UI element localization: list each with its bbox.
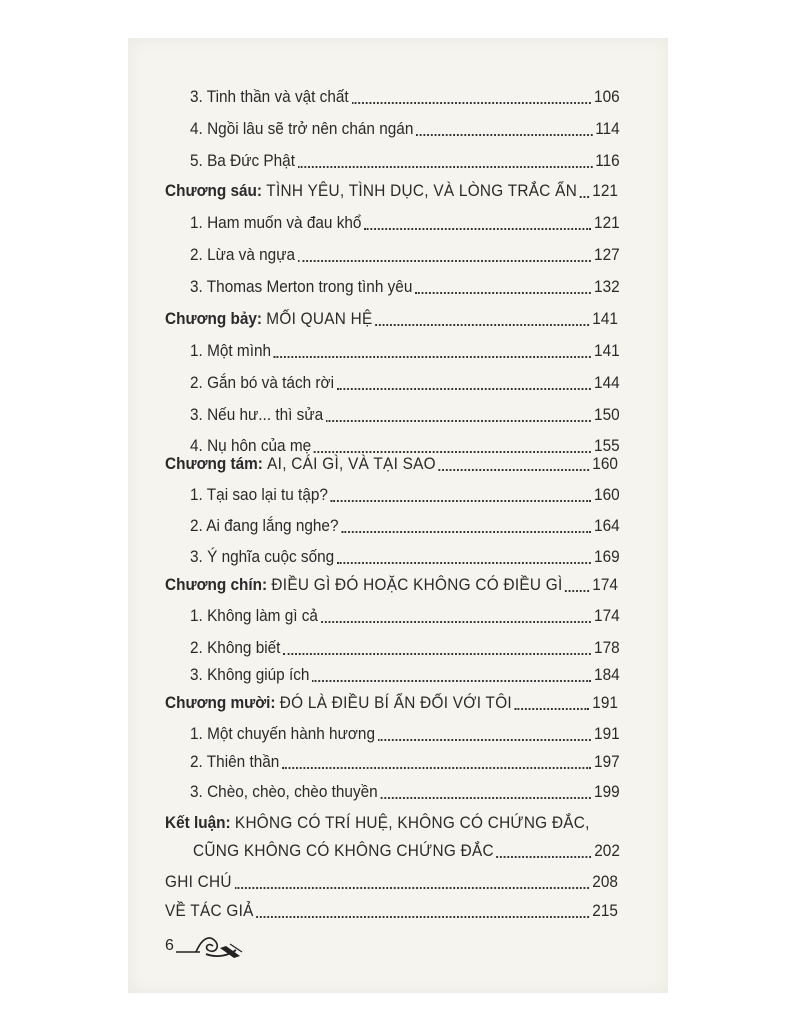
entry-title: Gắn bó và tách rời xyxy=(207,374,335,392)
dot-leader xyxy=(341,530,591,533)
conclusion-label: Kết luận: xyxy=(165,814,231,832)
toc-chapter[interactable] xyxy=(165,567,618,595)
conclusion-title-line1: KHÔNG CÓ TRÍ HUỆ, KHÔNG CÓ CHỨNG ĐẮC, xyxy=(234,814,590,832)
entry-number: 5. xyxy=(190,152,203,170)
page-number: 164 xyxy=(594,517,620,535)
toc-entry[interactable] xyxy=(190,111,620,139)
entry-title: Ham muốn và đau khổ xyxy=(207,214,362,232)
entry-number: 2. xyxy=(190,753,203,771)
page-number: 169 xyxy=(594,548,620,566)
entry-title: Nếu hư... thì sửa xyxy=(207,406,324,424)
chapter-title: ĐÓ LÀ ĐIỀU BÍ ẨN ĐỐI VỚI TÔI xyxy=(279,694,512,712)
chapter-label: Chương bảy: xyxy=(165,310,263,328)
chapter-title: ĐIỀU GÌ ĐÓ HOẶC KHÔNG CÓ ĐIỀU GÌ xyxy=(271,576,563,594)
toc-entry[interactable] xyxy=(190,598,620,626)
entry-title: Ai đang lắng nghe? xyxy=(206,517,339,535)
dot-leader xyxy=(415,291,591,294)
dot-leader xyxy=(256,915,589,918)
footer-page-number: 6 xyxy=(165,937,174,954)
entry-title: Tại sao lại tu tập? xyxy=(206,486,328,504)
page-number: 208 xyxy=(592,873,618,891)
entry-title: Chèo, chèo, chèo thuyền xyxy=(207,783,378,801)
page-number: 197 xyxy=(594,753,620,771)
entry-number: 3. xyxy=(190,548,203,566)
entry-number: 1. xyxy=(190,725,203,743)
page-number: 202 xyxy=(594,842,620,860)
chapter-label: Chương sáu: xyxy=(165,182,263,200)
chapter-label: Chương chín: xyxy=(165,576,268,594)
page-number: 215 xyxy=(592,902,618,920)
entry-title: Tinh thần và vật chất xyxy=(206,88,349,106)
page-number: 160 xyxy=(594,486,620,504)
dot-leader xyxy=(515,707,590,710)
toc-entry[interactable] xyxy=(190,657,620,685)
toc-notes[interactable] xyxy=(165,864,618,892)
dot-leader xyxy=(497,855,592,858)
page-number: 199 xyxy=(594,783,620,801)
entry-title: Không làm gì cả xyxy=(207,607,318,625)
toc-entry[interactable] xyxy=(190,477,620,505)
toc-entry[interactable] xyxy=(190,79,620,107)
toc-entry[interactable] xyxy=(190,269,620,297)
entry-number: 3. xyxy=(190,666,203,684)
toc-entry[interactable] xyxy=(190,205,620,233)
dot-leader xyxy=(380,796,591,799)
page-number: 174 xyxy=(594,607,620,625)
entry-title: Một chuyến hành hương xyxy=(207,725,376,743)
dot-leader xyxy=(321,620,591,623)
page-number: 155 xyxy=(594,437,620,455)
entry-number: 1. xyxy=(190,342,203,360)
toc-entry[interactable] xyxy=(190,744,620,772)
chapter-title: MỐI QUAN HỆ xyxy=(266,310,373,328)
chapter-label: Chương tám: xyxy=(165,455,263,473)
entry-number: 2. xyxy=(190,374,203,392)
page-number: 150 xyxy=(594,406,620,424)
page-number: 160 xyxy=(592,455,618,473)
page-number: 132 xyxy=(594,278,620,296)
entry-number: 3. xyxy=(190,88,203,106)
page-number: 116 xyxy=(595,152,620,170)
dot-leader xyxy=(378,738,591,741)
notes-title: GHI CHÚ xyxy=(165,873,232,891)
page-number: 184 xyxy=(594,666,620,684)
entry-title: Ba Đức Phật xyxy=(207,152,295,170)
toc-chapter[interactable] xyxy=(165,685,618,713)
toc-entry[interactable] xyxy=(190,774,620,802)
chapter-title: AI, CÁI GÌ, VÀ TẠI SAO xyxy=(267,455,436,473)
chapter-title: TÌNH YÊU, TÌNH DỤC, VÀ LÒNG TRẮC ẨN xyxy=(266,182,578,200)
entry-title: Thiên thần xyxy=(206,753,280,771)
dot-leader xyxy=(298,165,593,168)
entry-number: 2. xyxy=(190,517,203,535)
entry-title: Nụ hôn của mẹ xyxy=(207,437,312,455)
dot-leader xyxy=(439,468,590,471)
toc-chapter[interactable] xyxy=(165,173,618,201)
entry-number: 2. xyxy=(190,246,203,264)
dot-leader xyxy=(282,766,591,769)
entry-number: 1. xyxy=(190,214,203,232)
toc-chapter[interactable] xyxy=(165,301,618,329)
toc-entry[interactable] xyxy=(190,397,620,425)
dot-leader xyxy=(235,886,590,889)
entry-number: 2. xyxy=(190,639,203,657)
toc-chapter[interactable] xyxy=(165,446,618,474)
page-number: 174 xyxy=(592,576,618,594)
toc-entry[interactable] xyxy=(190,508,620,536)
dot-leader xyxy=(312,679,591,682)
dot-leader xyxy=(283,652,591,655)
page-number: 141 xyxy=(594,342,620,360)
toc-about-author[interactable] xyxy=(165,893,618,921)
entry-title: Không biết xyxy=(207,639,281,657)
entry-title: Ý nghĩa cuộc sống xyxy=(207,548,335,566)
dot-leader xyxy=(375,323,589,326)
toc-entry[interactable] xyxy=(190,716,620,744)
entry-number: 1. xyxy=(190,607,203,625)
toc-entry[interactable] xyxy=(190,365,620,393)
entry-number: 3. xyxy=(190,278,203,296)
entry-title: Không giúp ích xyxy=(207,666,310,684)
dot-leader xyxy=(274,355,591,358)
dot-leader xyxy=(337,561,591,564)
dot-leader xyxy=(364,227,591,230)
page-number: 121 xyxy=(594,214,620,232)
dot-leader xyxy=(565,589,589,592)
page-number: 141 xyxy=(592,310,618,328)
dot-leader xyxy=(331,499,592,502)
decorative-ornament-icon xyxy=(176,928,246,962)
conclusion-title-line2: CŨNG KHÔNG CÓ KHÔNG CHỨNG ĐẮC xyxy=(193,842,494,860)
page-number: 191 xyxy=(592,694,618,712)
page-number: 121 xyxy=(592,182,618,200)
entry-number: 3. xyxy=(190,406,203,424)
page-number: 106 xyxy=(594,88,620,106)
entry-number: 4. xyxy=(190,437,203,455)
dot-leader xyxy=(416,133,592,136)
toc-entry[interactable] xyxy=(190,630,620,658)
chapter-label: Chương mười: xyxy=(165,694,276,712)
toc-entry[interactable] xyxy=(190,237,620,265)
entry-title: Một mình xyxy=(207,342,272,360)
entry-number: 4. xyxy=(190,120,203,138)
page-number: 178 xyxy=(594,639,620,657)
toc-conclusion-continued[interactable] xyxy=(193,833,620,861)
page-number: 127 xyxy=(594,246,620,264)
dot-leader xyxy=(580,195,590,198)
page-number: 191 xyxy=(594,725,620,743)
entry-title: Lừa và ngựa xyxy=(207,246,296,264)
toc-entry[interactable] xyxy=(190,143,620,171)
dot-leader xyxy=(298,259,591,262)
page-number: 144 xyxy=(594,374,620,392)
entry-title: Thomas Merton trong tình yêu xyxy=(206,278,413,296)
entry-number: 3. xyxy=(190,783,203,801)
dot-leader xyxy=(326,419,591,422)
page-number: 114 xyxy=(595,120,620,138)
entry-number: 1. xyxy=(190,486,203,504)
toc-conclusion[interactable] xyxy=(165,805,618,833)
entry-title: Ngồi lâu sẽ trở nên chán ngán xyxy=(207,120,414,138)
about-author-title: VỀ TÁC GIẢ xyxy=(165,902,254,920)
dot-leader xyxy=(337,387,591,390)
toc-entry[interactable] xyxy=(190,539,620,567)
toc-entry[interactable] xyxy=(190,333,620,361)
dot-leader xyxy=(351,101,591,104)
